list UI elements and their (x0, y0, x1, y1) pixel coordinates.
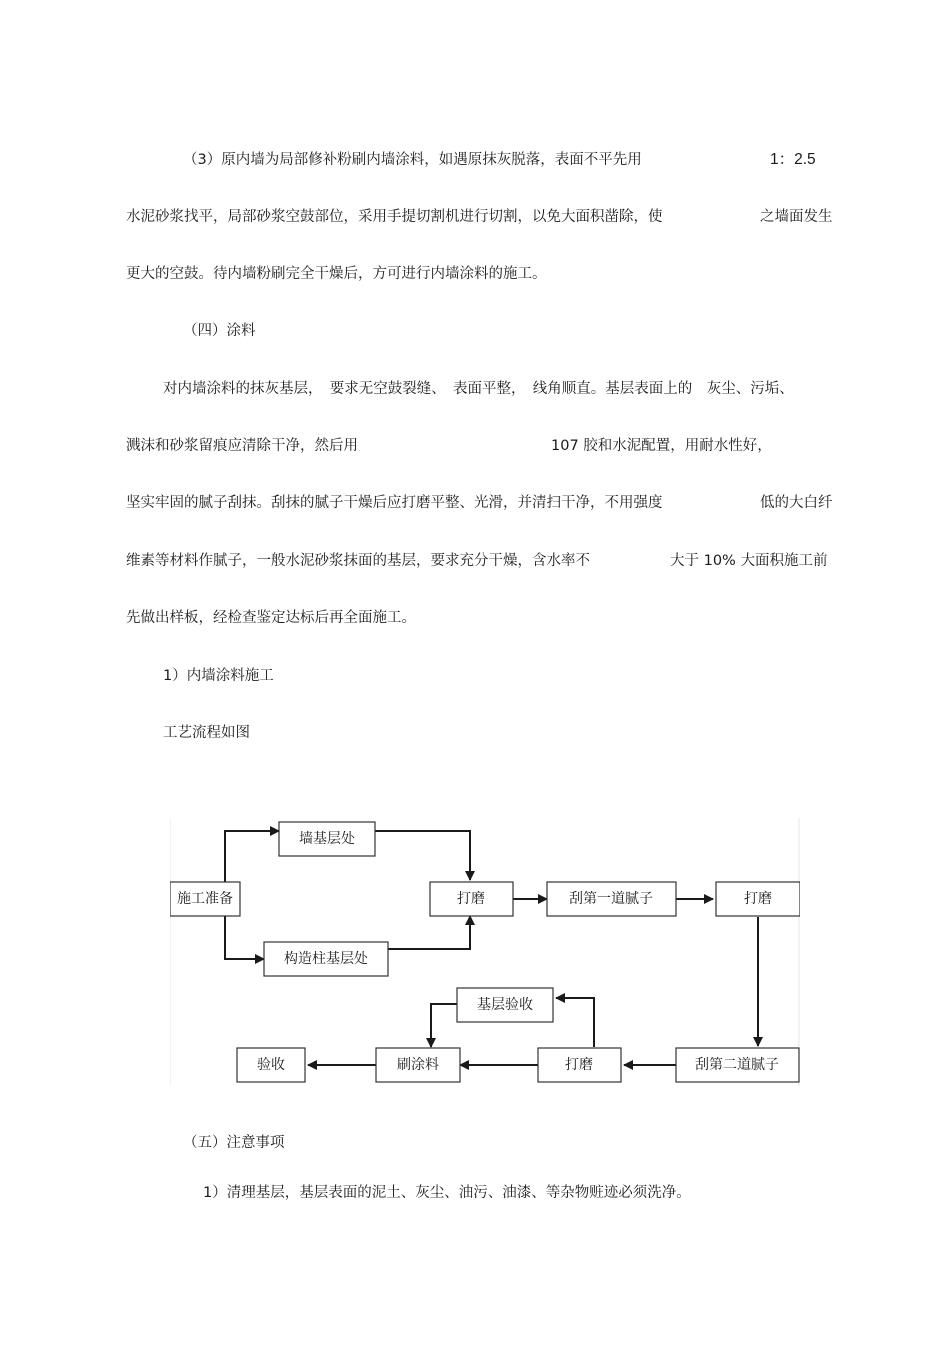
section5-item-1: 1）清理基层，基层表面的泥土、灰尘、油污、油漆、等杂物赃迹必须洗净。 (203, 1185, 691, 1201)
flow-box-sand-3-label: 打磨 (565, 1057, 593, 1073)
flow-box-sand-2-label: 打磨 (744, 891, 772, 907)
arrow-prep-to-column (225, 916, 264, 959)
flow-box-putty-1 (547, 882, 676, 916)
section4-line4: 维素等材料作腻子，一般水泥砂浆抹面的基层，要求充分干燥，含水率不 (126, 553, 590, 569)
flow-box-paint-label: 刷涂料 (397, 1057, 439, 1073)
arrow-base-accept-to-paint (431, 1004, 457, 1047)
section4-line3-end: 低的大白纤 (760, 495, 833, 511)
flow-box-sand-1 (430, 882, 513, 916)
flow-box-sand-3 (538, 1048, 621, 1082)
para3-line2: 水泥砂浆找平，局部砂浆空鼓部位，采用手提切割机进行切割，以免大面积凿除，使 (126, 209, 663, 225)
flow-box-base-accept-label: 基层验收 (477, 997, 533, 1013)
subsection-interior-paint: 1）内墙涂料施工 (163, 668, 274, 684)
arrow-wall-to-sand (375, 831, 470, 880)
flow-box-sand-1-label: 打磨 (457, 891, 485, 907)
section5-heading: （五）注意事项 (183, 1135, 285, 1151)
section4-heading: （四）涂料 (183, 323, 256, 339)
section4-line5: 先做出样板，经检查鉴定达标后再全面施工。 (126, 610, 416, 626)
flow-box-wall-base (279, 822, 375, 856)
process-flowchart (170, 818, 800, 1086)
flow-box-prep-label: 施工准备 (177, 891, 233, 907)
para3-mix-ratio: 1：2.5 (770, 151, 816, 168)
flow-box-base-accept (457, 988, 553, 1022)
arrow-sand3-to-base-accept (556, 998, 594, 1047)
flow-box-column-base (264, 942, 388, 976)
section4-line3: 坚实牢固的腻子刮抹。刮抹的腻子干燥后应打磨平整、光滑，并清扫干净，不用强度 (126, 495, 663, 511)
arrow-prep-to-wall (225, 831, 279, 882)
flow-box-putty-2-label: 刮第二道腻子 (695, 1057, 779, 1073)
flow-box-paint (376, 1048, 460, 1082)
arrow-column-to-sand (388, 916, 470, 949)
flow-box-wall-base-label: 墙基层处 (299, 831, 355, 847)
para3-line3: 更大的空鼓。待内墙粉刷完全干燥后，方可进行内墙涂料的施工。 (126, 266, 547, 282)
flow-box-sand-2 (716, 882, 800, 916)
section4-line2: 溅沫和砂浆留痕应清除干净，然后用 (126, 438, 358, 454)
flow-box-putty-2 (676, 1048, 799, 1082)
para3-line1: （3）原内墙为局部修补粉刷内墙涂料，如遇原抹灰脱落，表面不平先用 (183, 152, 642, 168)
flow-box-accept-label: 验收 (257, 1057, 285, 1073)
section4-line1: 对内墙涂料的抹灰基层， 要求无空鼓裂缝、 表面平整， 线角顺直。基层表面上的 灰尘、污垢、 (163, 381, 794, 397)
para3-line2-end: 之墙面发生 (760, 209, 833, 225)
flow-box-putty-1-label: 刮第一道腻子 (569, 891, 653, 907)
flow-caption: 工艺流程如图 (163, 725, 250, 741)
flow-box-prep (170, 882, 240, 916)
flow-box-column-base-label: 构造柱基层处 (284, 951, 368, 967)
flow-box-accept (237, 1048, 305, 1082)
section4-line2-end: 107 胶和水泥配置，用耐水性好， (551, 438, 772, 454)
section4-line4-end: 大于 10% 大面积施工前 (670, 553, 828, 569)
